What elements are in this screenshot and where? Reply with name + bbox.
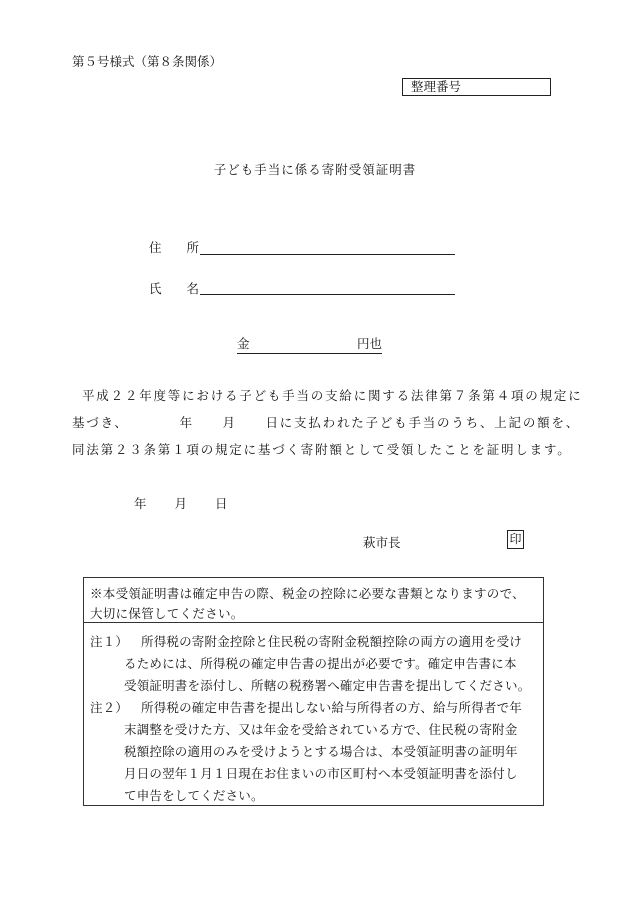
notes-header — [84, 578, 543, 623]
issuer-title: 萩市長 — [363, 535, 401, 550]
note1-line-3: 受領証明書を添付し、所轄の税務署へ確定申告書を提出してください。 — [124, 678, 531, 693]
note2-line-2: 末調整を受けた方、又は年金を受給されている方で、住民税の寄附金 — [124, 722, 518, 737]
note1-label: 注１） — [90, 634, 129, 649]
note1-line-1: 所得税の寄附金控除と住民税の寄附金税額控除の両方の適用を受け — [141, 634, 523, 649]
address-label: 住 所 — [149, 240, 200, 255]
amount-line — [237, 334, 382, 354]
name-label: 氏 名 — [149, 281, 200, 296]
note2-label: 注２） — [90, 700, 129, 715]
amount-suffix: 円也 — [356, 336, 382, 351]
body-line-2: 基づき、 年 月 日に支払われた子ども手当のうち、上記の額を、 — [72, 415, 581, 430]
address-line — [200, 254, 455, 255]
note2-line-1: 所得税の確定申告書を提出しない給与所得者の方、給与所得者で年 — [141, 700, 523, 715]
document-title: 子ども手当に係る寄附受領証明書 — [213, 162, 417, 177]
name-line — [200, 294, 455, 295]
note1-line-2: るためには、所得税の確定申告書の提出が必要です。確定申告書に本 — [124, 656, 517, 671]
issue-date — [134, 494, 252, 512]
date-year: 年 — [134, 496, 147, 511]
date-day: 日 — [215, 496, 228, 511]
amount-prefix: 金 — [237, 336, 250, 351]
note2-line-3: 税額控除の適用のみを受けようとする場合は、本受領証明書の証明年 — [124, 744, 518, 759]
note2-line-5: て申告をしてください。 — [124, 788, 264, 803]
reference-number-box: 整理番号 — [402, 78, 551, 96]
note2-line-4: 月日の翌年１月１日現在お住まいの市区町村へ本受領証明書を添付し — [124, 766, 518, 781]
form-number: 第５号様式（第８条関係） — [72, 54, 223, 69]
date-month: 月 — [174, 496, 188, 511]
notes-box — [83, 577, 544, 806]
seal-box: 印 — [507, 530, 524, 549]
notes-header-line-2: 大切に保管してください。 — [90, 606, 244, 621]
notes-header-line-1: ※本受領証明書は確定申告の際、税金の控除に必要な書類となりますので、 — [90, 586, 525, 601]
body-line-3: 同法第２３条第１項の規定に基づく寄附額として受領したことを証明します。 — [72, 442, 572, 457]
body-line-1: 平成２２年度等における子ども手当の支給に関する法律第７条第４項の規定に — [82, 388, 583, 403]
